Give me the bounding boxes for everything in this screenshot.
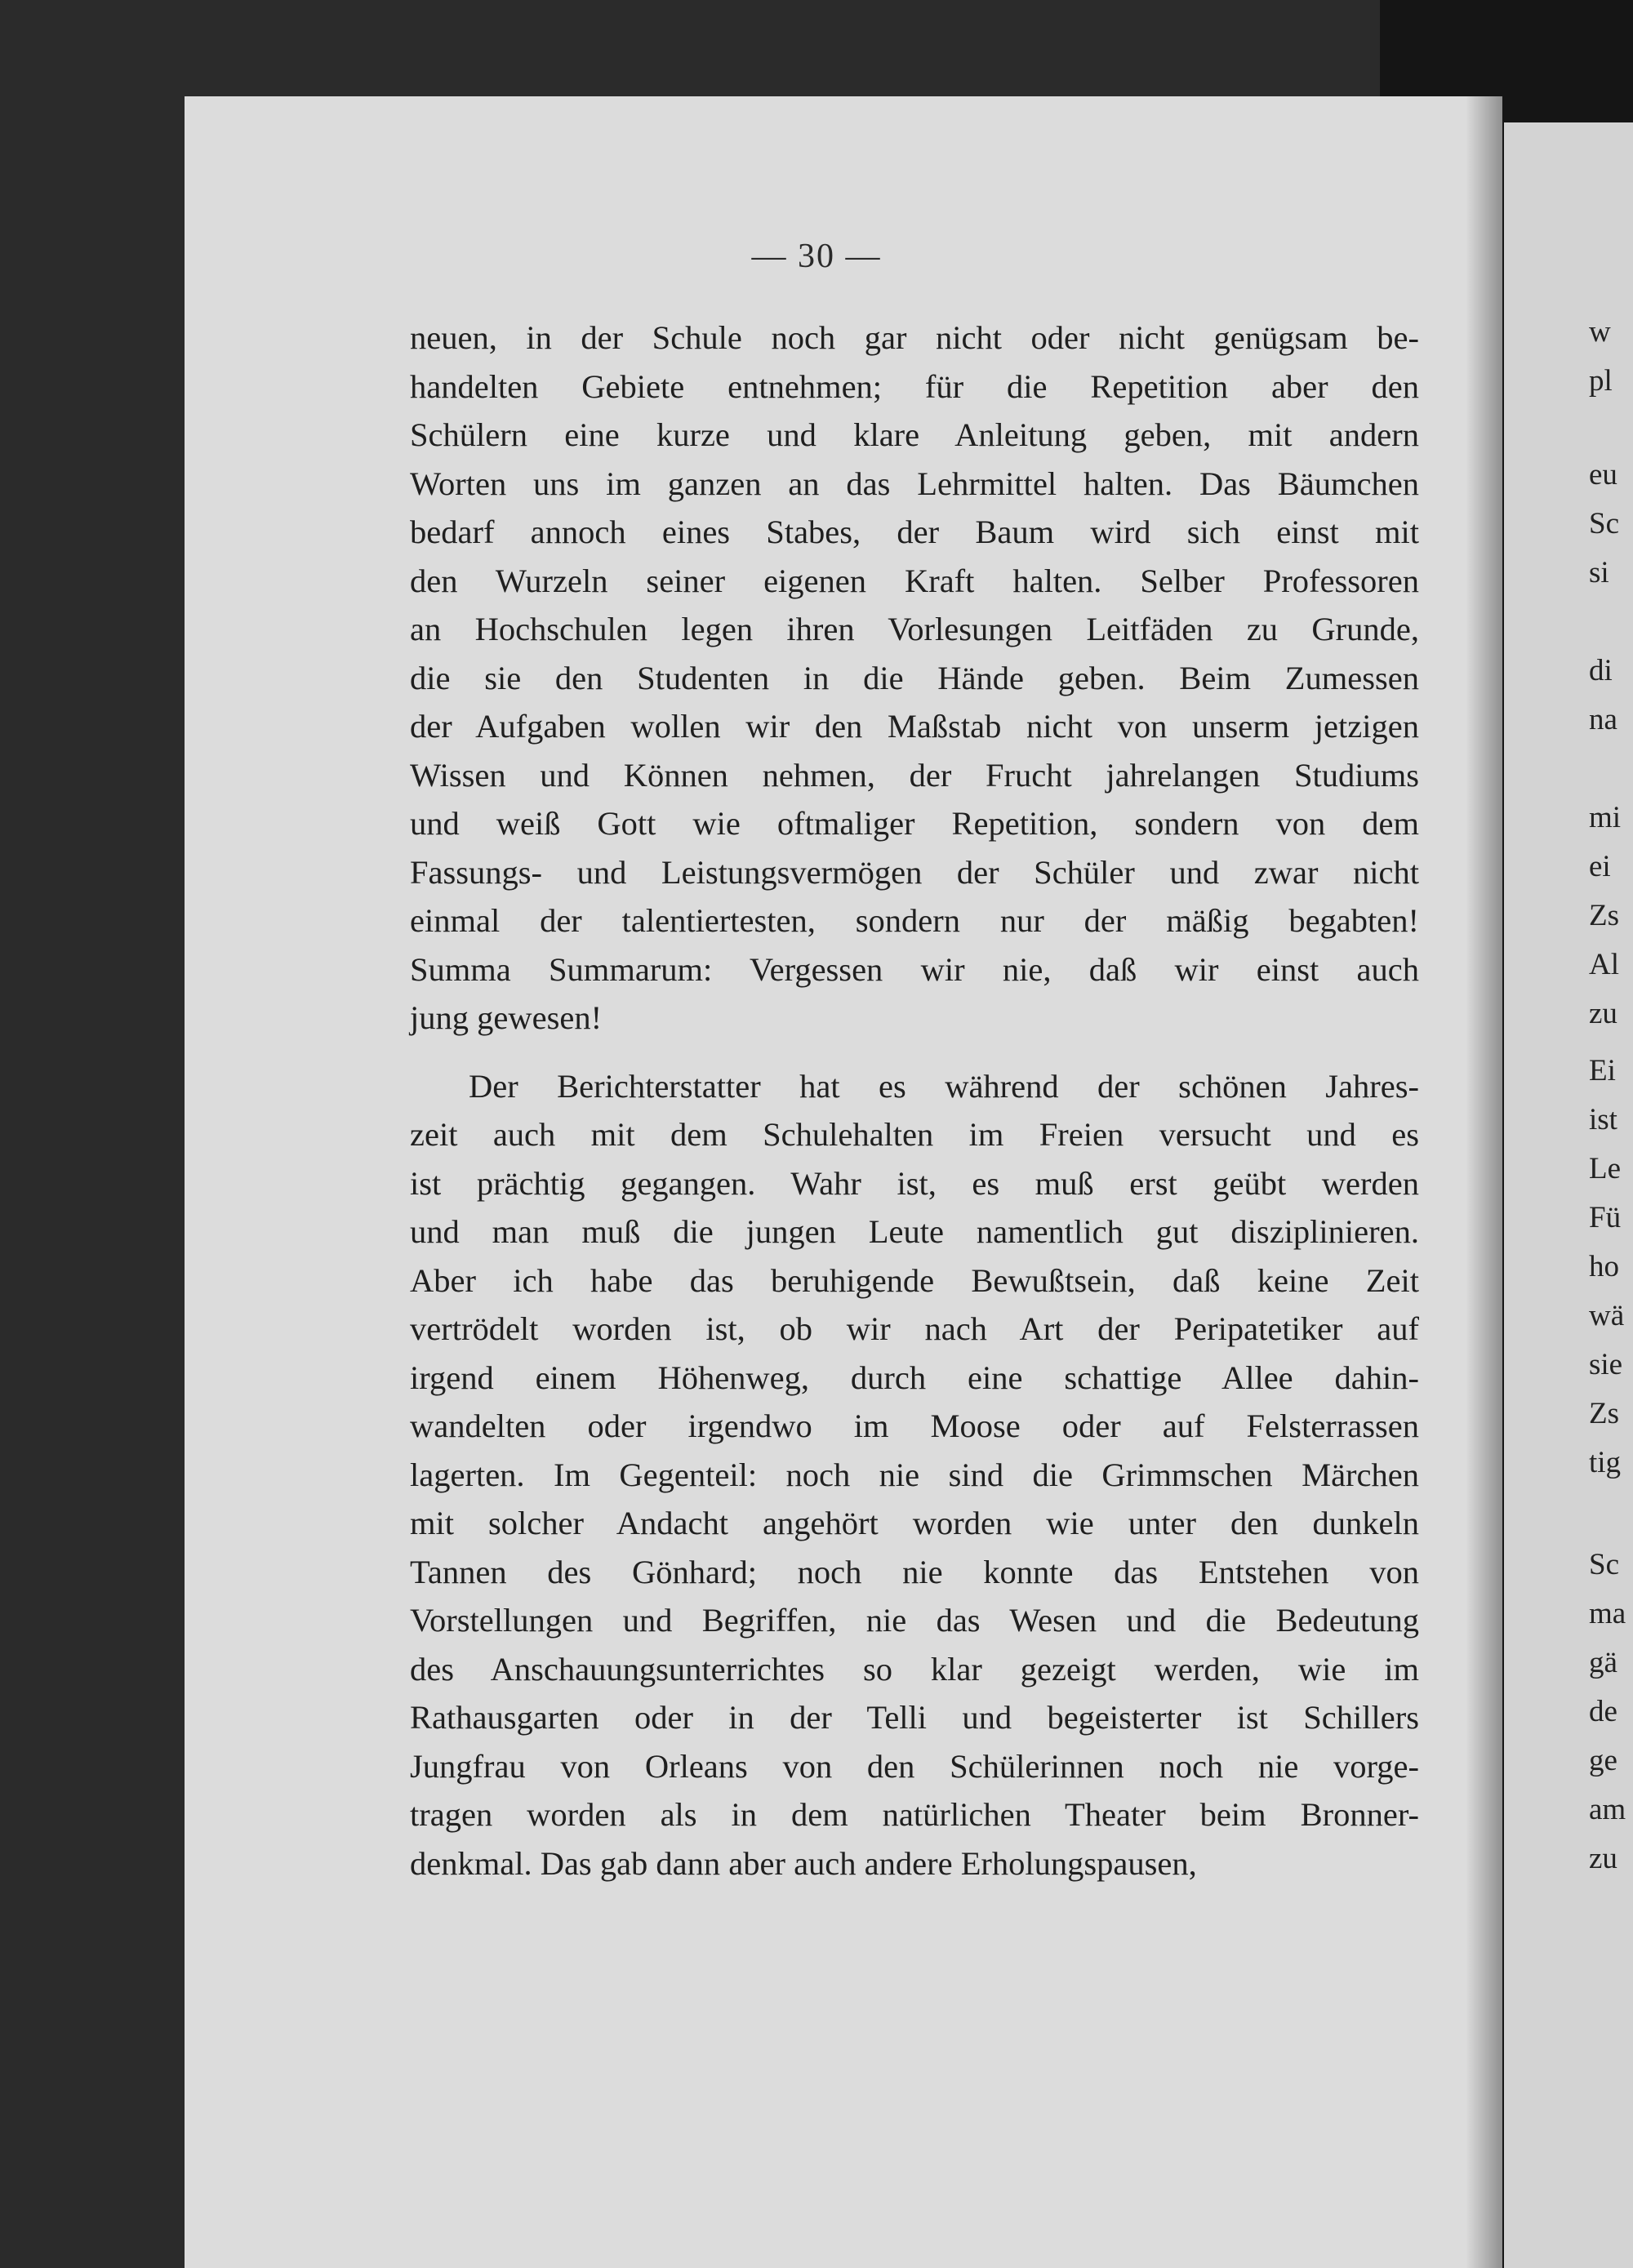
facing-page-fragment: Al [1589,948,1619,981]
paragraph [410,1062,1419,1888]
text-line: Der Berichterstatter hat es während der schönen Jahres- [469,1067,1419,1105]
text-line: Aber ich habe das beruhigende Bewußtsein, daß keine Zeit [410,1261,1419,1299]
page-gutter-shadow [1466,96,1502,2268]
text-line: an Hochschulen legen ihren Vorlesungen Leitfäden zu Grunde, [410,611,1419,647]
facing-page-fragment: zu [1589,1842,1617,1875]
text-line: und man muß die jungen Leute namentlich gut disziplinieren. [410,1213,1419,1250]
text-line: Schülern eine kurze und klare Anleitung geben, mit andern [410,416,1419,453]
facing-page-fragment: gä [1589,1646,1617,1679]
facing-page-fragment: Ei [1589,1054,1616,1087]
text-line: tragen worden als in dem natürlichen Theater beim Bronner- [410,1796,1419,1833]
facing-page-fragment: sie [1589,1348,1623,1381]
text-line: wandelten oder irgendwo im Moose oder auf Felsterrassen [410,1407,1419,1444]
text-line: Jungfrau von Orleans von den Schülerinnen noch nie vorge- [410,1747,1419,1785]
facing-page-fragment: ho [1589,1250,1619,1283]
facing-page-fragment: Sc [1589,1548,1619,1581]
text-line: handelten Gebiete entnehmen; für die Repetition aber den [410,367,1419,405]
paragraph-gap [410,1043,1419,1062]
text-line: irgend einem Höhenweg, durch eine schattige Allee dahin- [410,1359,1419,1396]
text-line: Rathausgarten oder in der Telli und begeisterter ist Schillers [410,1699,1419,1736]
text-line: der Aufgaben wollen wir den Maßstab nicht von unserm jetzigen [410,708,1419,745]
facing-page-fragment: na [1589,703,1617,736]
facing-page-fragment: Sc [1589,507,1619,540]
text-line: ist prächtig gegangen. Wahr ist, es muß erst geübt werden [410,1164,1419,1202]
facing-page-fragment: zu [1589,997,1617,1030]
text-line: Worten uns im ganzen an das Lehrmittel halten. Das Bäumchen [410,465,1419,502]
facing-page-fragment: ist [1589,1103,1617,1136]
text-line: Tannen des Gönhard; noch nie konnte das Entstehen von [410,1553,1419,1590]
text-line: bedarf annoch eines Stabes, der Baum wird sich einst mit [410,514,1419,550]
page-body-text [410,314,1419,1888]
facing-page-fragment: ma [1589,1597,1626,1630]
facing-page [1504,122,1633,2268]
text-line: vertrödelt worden ist, ob wir nach Art der Peripatetiker auf [410,1310,1419,1347]
text-line: einmal der talentiertesten, sondern nur der mäßig begabten! [410,902,1419,939]
text-line: lagerten. Im Gegenteil: noch nie sind die Grimmschen Märchen [410,1456,1419,1493]
facing-page-fragment: Fü [1589,1201,1622,1234]
facing-page-fragment: si [1589,556,1609,589]
text-line: den Wurzeln seiner eigenen Kraft halten. Selber Professoren [410,562,1419,599]
text-line: Wissen und Können nehmen, der Frucht jahrelangen Studiums [410,756,1419,794]
text-line: neuen, in der Schule noch gar nicht oder nicht genügsam be- [410,319,1419,356]
text-line: des Anschauungsunterrichtes so klar gezeigt werden, wie im [410,1650,1419,1688]
page-number: — 30 — [751,238,882,275]
paragraph [410,314,1419,1043]
facing-page-fragment: de [1589,1695,1617,1728]
text-line: Fassungs- und Leistungsvermögen der Schüler und zwar nicht [410,853,1419,891]
facing-page-fragment: pl [1589,364,1613,398]
facing-page-fragment: mi [1589,801,1622,834]
facing-page-fragment: am [1589,1793,1626,1826]
text-line: Summa Summarum: Vergessen wir nie, daß wir einst auch [410,950,1419,988]
facing-page-fragment: di [1589,654,1613,687]
facing-page-fragment: Le [1589,1152,1622,1185]
facing-page-fragment: Zs [1589,1397,1619,1430]
text-line: zeit auch mit dem Schulehalten im Freien versucht und es [410,1116,1419,1153]
text-line: jung gewesen! [410,999,603,1036]
facing-page-fragment: wä [1589,1299,1625,1332]
facing-page-fragment: w [1589,315,1611,349]
text-line: die sie den Studenten in die Hände geben. Beim Zumessen [410,659,1419,696]
text-line: mit solcher Andacht angehört worden wie unter den dunkeln [410,1505,1419,1541]
facing-page-fragment: ge [1589,1744,1617,1777]
text-line: und weiß Gott wie oftmaliger Repetition, sondern von dem [410,805,1419,842]
text-line: denkmal. Das gab dann aber auch andere Erholungspausen, [410,1844,1197,1882]
facing-page-fragment: Zs [1589,899,1619,932]
text-line: Vorstellungen und Begriffen, nie das Wesen und die Bedeutung [410,1602,1419,1639]
facing-page-fragment: eu [1589,458,1617,491]
facing-page-fragment: tig [1589,1446,1622,1479]
facing-page-fragment: ei [1589,850,1611,883]
